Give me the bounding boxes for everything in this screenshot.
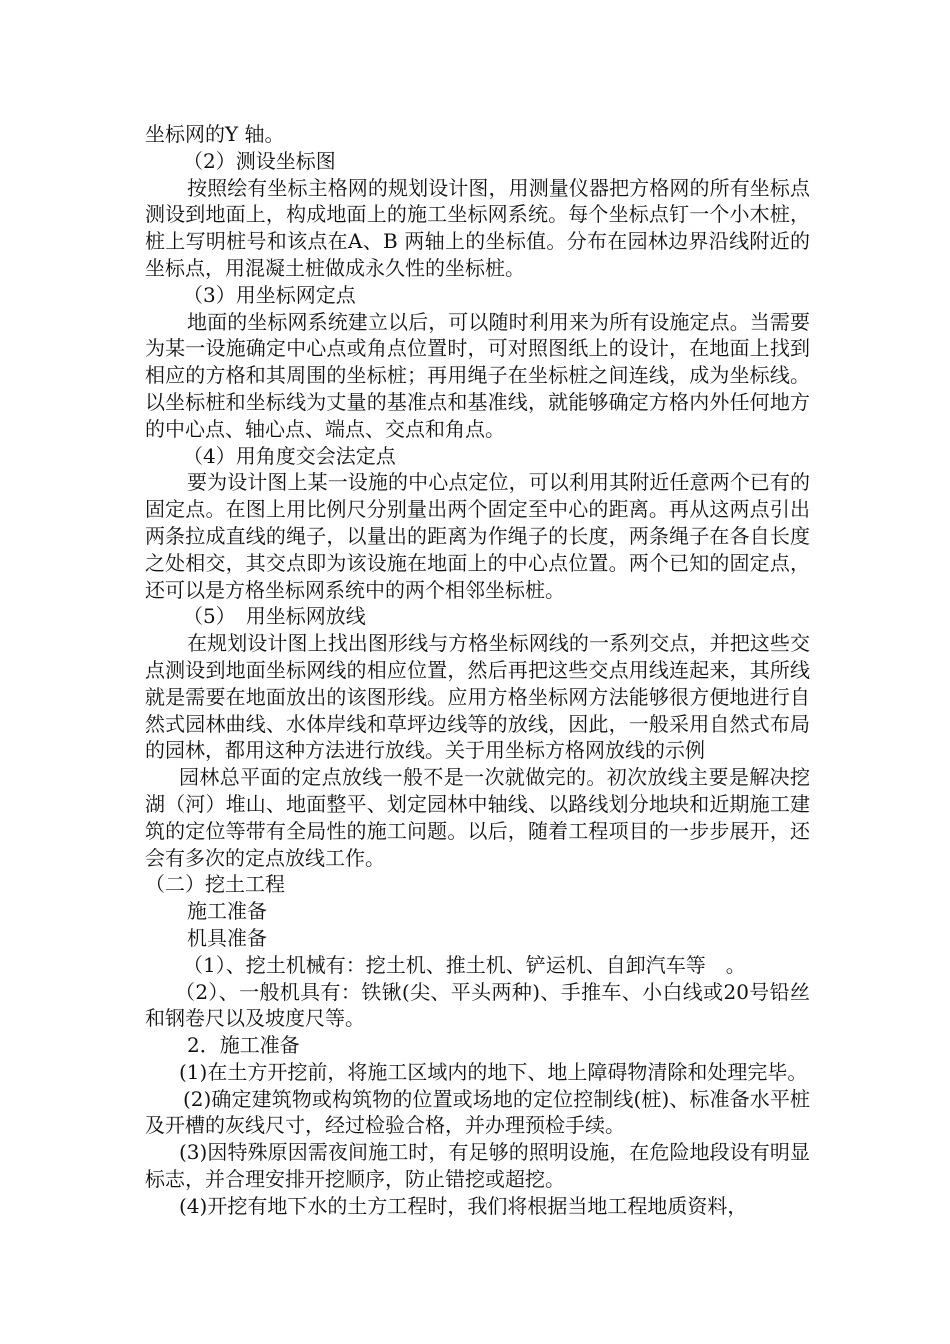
paragraph-9: 在规划设计图上找出图形线与方格坐标网线的一系列交点，并把这些交点测设到地面坐标网线的相应位置，然后再把这些交点用线连起来，其所线就是需要在地面放出的该图形线。应用方格坐标网方法能够很方便地进行自然式园林曲线、水体岸线和草坪边线等的放线，因此，一般采用自然式布局的园林，都用这种方法进行放线。关于用坐标方格网放线的示例 [145, 631, 810, 763]
paragraph-5: 地面的坐标网系统建立以后，可以随时利用来为所有设施定点。当需要为某一设施确定中心点或角点位置时，可对照图纸上的设计，在地面上找到相应的方格和其周围的坐标桩；再用绳子在坐标桩之间连线，成为坐标线。以坐标桩和坐标线为丈量的基准点和基准线，就能够确定方格内外任何地方的中心点、轴心点、端点、交点和角点。 [145, 309, 810, 441]
subheading-equipment-prep: 机具准备 [187, 925, 267, 950]
heading-coordinate-positioning: （3）用坐标网定点 [183, 282, 356, 307]
list-item-tools: （2）、一般机具有：铁锹(尖、平头两种)、手推车、小白线或20号铅丝和钢卷尺以及坡度尺等。 [145, 979, 810, 1031]
paragraph-3: 按照绘有坐标主格网的规划设计图，用测量仪器把方格网的所有坐标点测设到地面上，构成地面上的施工坐标网系统。每个坐标点钉一个小木桩，桩上写明桩号和该点在A、B 两轴上的坐标值。分布在园林边界沿线附近的坐标点，用混凝土桩做成永久性的坐标桩。 [145, 175, 810, 280]
list-item-groundwater: (4)开挖有地下水的土方工程时，我们将根据当地工程地质资料， [179, 1193, 748, 1218]
list-item-night-work: (3)因特殊原因需夜间施工时，有足够的照明设施，在危险地段设有明显标志，并合理安排开挖顺序，防止错挖或超挖。 [145, 1140, 810, 1192]
heading-angle-intersection: （4）用角度交会法定点 [183, 443, 396, 468]
document-page [145, 121, 810, 1220]
heading-survey-coordinate-map: （2）测设坐标图 [183, 148, 336, 173]
list-item-control-lines: (2)确定建筑物或构筑物的位置或场地的定位控制线(桩)、标准备水平桩及开槽的灰线尺寸，经过检验合格，并办理预检手续。 [145, 1086, 810, 1138]
paragraph-7: 要为设计图上某一设施的中心点定位，可以利用其附近任意两个已有的固定点。在图上用比例尺分别量出两个固定至中心的距离。再从这两点引出两条拉成直线的绳子，以量出的距离为作绳子的长度，两条绳子在各自长度之处相交，其交点即为该设施在地面上的中心点位置。两个已知的固定点，还可以是方格坐标网系统中的两个相邻坐标桩。 [145, 470, 810, 602]
subheading-construction-prep-2: 2．施工准备 [187, 1033, 300, 1058]
section-heading-excavation: （二）挖土工程 [145, 872, 285, 897]
list-item-machinery: （1）、挖土机械有：挖土机、推土机、铲运机、自卸汽车等 。 [183, 952, 746, 977]
subheading-construction-prep: 施工准备 [187, 899, 267, 924]
paragraph-1: 坐标网的Y 轴。 [145, 122, 285, 146]
list-item-clear-obstacles: (1)在土方开挖前，将施工区域内的地下、地上障碍物清除和处理完毕。 [179, 1059, 808, 1084]
paragraph-10: 园林总平面的定点放线一般不是一次就做完的。初次放线主要是解决挖湖（河）堆山、地面整平、划定园林中轴线、以路线划分地块和近期施工建筑的定位等带有全局性的施工问题。以后，随着工程项目的一步步展开，还会有多次的定点放线工作。 [145, 765, 810, 870]
heading-grid-layout: （5） 用坐标网放线 [183, 604, 366, 629]
